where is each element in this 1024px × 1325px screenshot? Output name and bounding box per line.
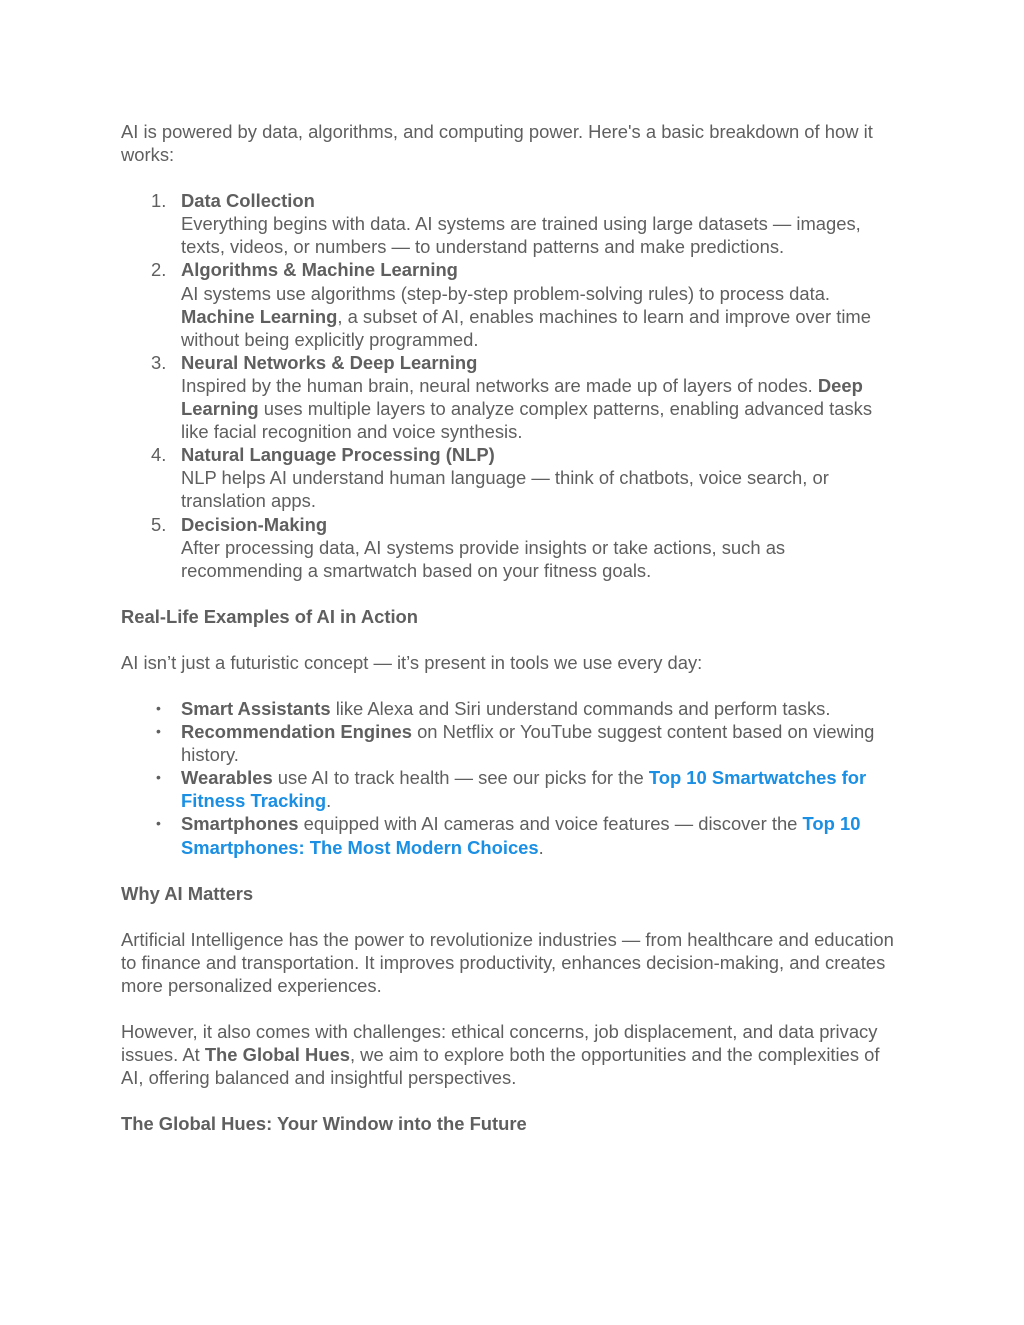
bullet-icon: • [156, 815, 161, 832]
step-title: Neural Networks & Deep Learning [181, 351, 478, 373]
matters-text: , we aim to explore both the opportunities and the complexities of AI, offering balanced and insightful perspectives. [121, 1044, 880, 1089]
example-text: like Alexa and Siri understand commands and perform tasks. [330, 697, 831, 719]
example-title: Wearables [181, 767, 273, 789]
list-item [121, 720, 901, 766]
why-ai-matters-heading: Why AI Matters [121, 882, 254, 904]
example-title: Smartphones [181, 813, 299, 835]
smartwatches-link[interactable]: Top 10 Smartwatches for Fitness Tracking [181, 767, 867, 812]
bullet-icon: • [156, 723, 161, 740]
future-heading: The Global Hues: Your Window into the Future [121, 1113, 527, 1135]
step-number: 5. [151, 513, 167, 535]
brand-name: The Global Hues [204, 1044, 350, 1066]
step-number: 1. [151, 190, 167, 212]
step-title: Data Collection [181, 190, 315, 212]
step-item [121, 513, 901, 582]
intro-paragraph: AI is powered by data, algorithms, and computing power. Here's a basic breakdown of how it works: [121, 121, 873, 166]
example-text: equipped with AI cameras and voice features — discover the [298, 813, 803, 835]
how-ai-works-list [121, 189, 901, 582]
matters-paragraph-1: Artificial Intelligence has the power to revolutionize industries — from healthcare and education to finance and transportation. It improves productivity, enhances decision-making, and creates more personalized experiences. [121, 928, 894, 996]
step-description: , a subset of AI, enables machines to learn and improve over time without being explicitly programmed. [181, 305, 871, 350]
step-title: Natural Language Processing (NLP) [181, 444, 495, 466]
step-item [121, 189, 901, 258]
bullet-icon: • [156, 769, 161, 786]
list-item [121, 812, 901, 858]
step-item [121, 351, 901, 443]
step-emphasis: Machine Learning [181, 305, 338, 327]
step-description: Inspired by the human brain, neural networks are made up of layers of nodes. [181, 374, 818, 396]
step-description: AI systems use algorithms (step-by-step problem-solving rules) to process data. [181, 282, 831, 304]
list-item [121, 697, 901, 720]
step-number: 4. [151, 444, 167, 466]
bullet-icon: • [156, 699, 161, 716]
example-punctuation: . [538, 836, 544, 858]
example-text: use AI to track health — see our picks for the [272, 767, 649, 789]
examples-list [121, 697, 901, 859]
example-punctuation: . [326, 790, 332, 812]
step-description: uses multiple layers to analyze complex patterns, enabling advanced tasks like facial recognition and voice synthesis. [181, 398, 873, 443]
step-description: Everything begins with data. AI systems are trained using large datasets — images, texts, videos, or numbers — to understand patterns and make predictions. [181, 213, 861, 258]
step-title: Algorithms & Machine Learning [181, 259, 458, 281]
examples-intro: AI isn’t just a futuristic concept — it’s present in tools we use every day: [121, 651, 703, 673]
example-title: Smart Assistants [181, 697, 331, 719]
step-number: 3. [151, 351, 167, 373]
example-text: on Netflix or YouTube suggest content based on viewing history. [181, 721, 875, 766]
step-emphasis: Deep Learning [181, 374, 863, 420]
step-item [121, 258, 901, 350]
example-title: Recommendation Engines [181, 721, 412, 743]
smartphones-link[interactable]: Top 10 Smartphones: The Most Modern Choices [181, 813, 861, 858]
matters-text: However, it also comes with challenges: ethical concerns, job displacement, and data privacy issues. At [121, 1021, 878, 1066]
document-page [121, 120, 901, 1158]
step-number: 2. [151, 259, 167, 281]
list-item [121, 766, 901, 812]
step-item [121, 443, 901, 512]
step-description: NLP helps AI understand human language — think of chatbots, voice search, or translation apps. [181, 467, 829, 512]
examples-heading: Real-Life Examples of AI in Action [121, 605, 419, 627]
matters-paragraph-2 [121, 1020, 901, 1089]
step-title: Decision-Making [181, 513, 328, 535]
step-description: After processing data, AI systems provide insights or take actions, such as recommending a smartwatch based on your fitness goals. [181, 536, 786, 581]
